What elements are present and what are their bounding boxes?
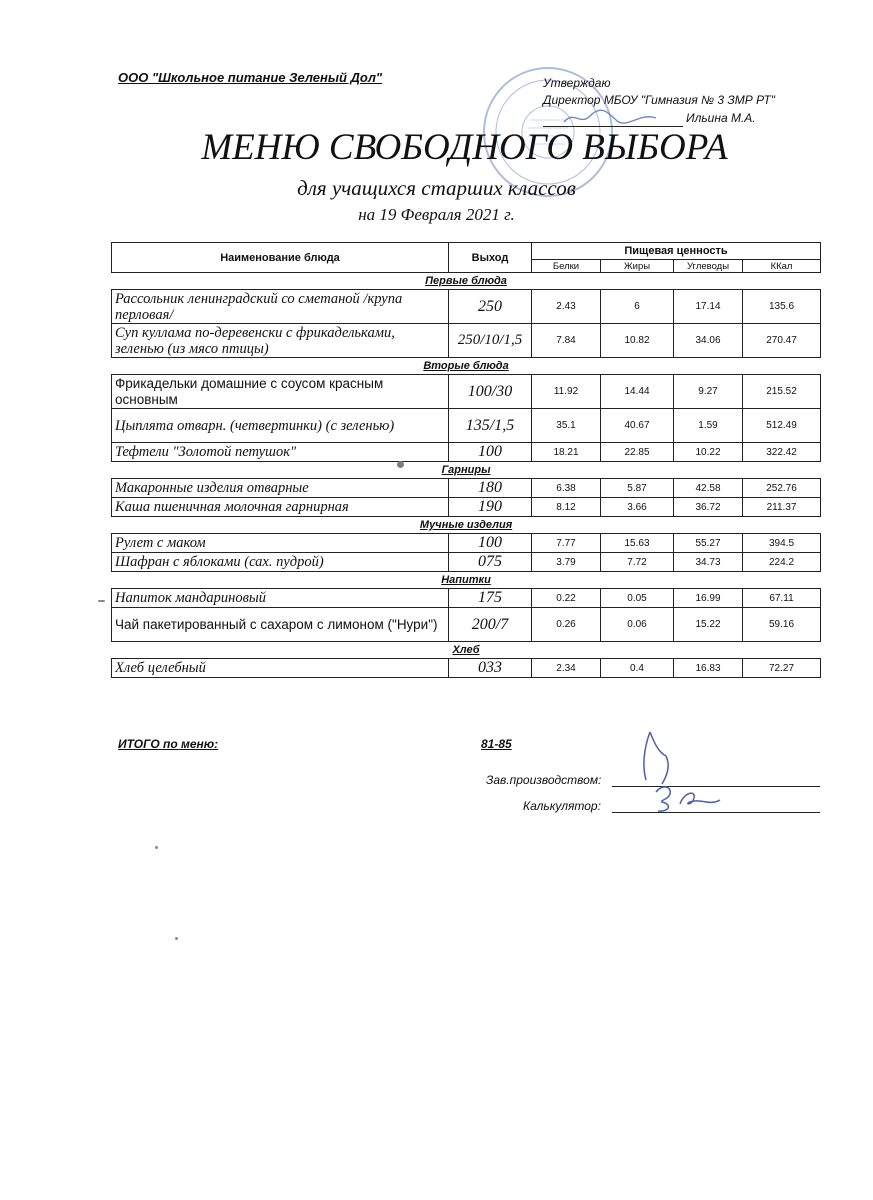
dish-output: 250: [449, 290, 532, 324]
dish-protein: 6.38: [532, 479, 601, 498]
table-row: [112, 375, 821, 409]
header-protein: Белки: [532, 260, 601, 273]
dish-protein: 11.92: [532, 375, 601, 409]
dish-fat: 7.72: [601, 553, 674, 572]
dish-output: 033: [449, 659, 532, 678]
dish-protein: 2.43: [532, 290, 601, 324]
dish-fat: 5.87: [601, 479, 674, 498]
dish-carbs: 16.99: [674, 589, 743, 608]
header-nutrition: Пищевая ценность: [532, 243, 821, 260]
scan-speck: [155, 846, 158, 849]
dish-output: 200/7: [449, 608, 532, 642]
category-heading: Хлеб: [452, 644, 480, 656]
calculator-label: Калькулятор:: [523, 799, 601, 813]
dish-protein: 18.21: [532, 443, 601, 462]
dish-name: Рассольник ленинградский со сметаной /крупа перловая/: [112, 290, 449, 324]
dish-output: 175: [449, 589, 532, 608]
dish-name: Каша пшеничная молочная гарнирная: [112, 498, 449, 517]
dish-name: Чай пакетированный с сахаром с лимоном ("Нури"): [112, 608, 449, 642]
dish-name: Фрикадельки домашние с соусом красным основным: [112, 375, 449, 409]
category-heading: Гарниры: [441, 464, 491, 476]
dish-protein: 0.22: [532, 589, 601, 608]
header-output: Выход: [449, 243, 532, 273]
dish-protein: 0.26: [532, 608, 601, 642]
approver-signature-icon: [560, 106, 670, 128]
dish-carbs: 1.59: [674, 409, 743, 443]
dish-fat: 0.4: [601, 659, 674, 678]
header-fat: Жиры: [601, 260, 674, 273]
table-row: [112, 290, 821, 324]
dish-kcal: 394.5: [743, 534, 821, 553]
dish-kcal: 224.2: [743, 553, 821, 572]
table-row: [112, 659, 821, 678]
dish-carbs: 17.14: [674, 290, 743, 324]
dish-name: Тефтели "Золотой петушок": [112, 443, 449, 462]
menu-title: МЕНЮ СВОБОДНОГО ВЫБОРА: [201, 127, 728, 168]
header-dish-name: Наименование блюда: [112, 243, 449, 273]
header-carbs: Углеводы: [674, 260, 743, 273]
dish-carbs: 55.27: [674, 534, 743, 553]
dish-name: Напиток мандариновый: [112, 589, 449, 608]
table-row: [112, 534, 821, 553]
dish-protein: 7.77: [532, 534, 601, 553]
dish-name: Рулет с маком: [112, 534, 449, 553]
dish-carbs: 15.22: [674, 608, 743, 642]
approve-label: Утверждаю: [543, 76, 611, 90]
dish-carbs: 34.73: [674, 553, 743, 572]
dish-kcal: 270.47: [743, 324, 821, 358]
dish-protein: 35.1: [532, 409, 601, 443]
category-heading: Напитки: [441, 574, 491, 586]
dish-carbs: 42.58: [674, 479, 743, 498]
calculator-signature-icon: [652, 778, 722, 814]
approver-position: Директор МБОУ "Гимназия № 3 ЗМР РТ": [543, 93, 776, 107]
dish-name: Макаронные изделия отварные: [112, 479, 449, 498]
dish-kcal: 59.16: [743, 608, 821, 642]
dish-protein: 8.12: [532, 498, 601, 517]
dish-kcal: 322.42: [743, 443, 821, 462]
dish-kcal: 512.49: [743, 409, 821, 443]
scan-speck: [397, 461, 404, 468]
dish-name: Суп куллама по-деревенски с фрикадельками, зеленью (из мясо птицы): [112, 324, 449, 358]
dish-fat: 15.63: [601, 534, 674, 553]
table-row: [112, 479, 821, 498]
dish-fat: 3.66: [601, 498, 674, 517]
header-kcal: ККал: [743, 260, 821, 273]
menu-date: на 19 Февраля 2021 г.: [358, 205, 515, 224]
dish-output: 250/10/1,5: [449, 324, 532, 358]
total-label: ИТОГО по меню:: [118, 737, 219, 751]
dish-fat: 14.44: [601, 375, 674, 409]
dish-fat: 40.67: [601, 409, 674, 443]
dish-kcal: 252.76: [743, 479, 821, 498]
dish-output: 075: [449, 553, 532, 572]
dish-fat: 0.06: [601, 608, 674, 642]
dish-output: 100: [449, 443, 532, 462]
table-row: [112, 608, 821, 642]
organization-name: ООО "Школьное питание Зеленый Дол": [118, 70, 383, 85]
table-row: [112, 443, 821, 462]
dish-output: 180: [449, 479, 532, 498]
dish-carbs: 10.22: [674, 443, 743, 462]
dish-fat: 10.82: [601, 324, 674, 358]
dish-fat: 22.85: [601, 443, 674, 462]
scan-speck: [98, 600, 105, 602]
dish-name: Шафран с яблоками (сах. пудрой): [112, 553, 449, 572]
total-value: 81-85: [481, 737, 512, 751]
production-manager-label: Зав.производством:: [486, 773, 602, 787]
menu-table: [111, 242, 821, 678]
dish-fat: 0.05: [601, 589, 674, 608]
dish-kcal: 211.37: [743, 498, 821, 517]
category-heading: Мучные изделия: [419, 519, 513, 531]
table-row: [112, 589, 821, 608]
dish-name: Цыплята отварн. (четвертинки) (с зеленью): [112, 409, 449, 443]
dish-protein: 3.79: [532, 553, 601, 572]
category-heading: Первые блюда: [425, 275, 507, 287]
table-row: [112, 498, 821, 517]
dish-kcal: 67.11: [743, 589, 821, 608]
dish-kcal: 72.27: [743, 659, 821, 678]
dish-carbs: 16.83: [674, 659, 743, 678]
dish-kcal: 215.52: [743, 375, 821, 409]
table-row: [112, 409, 821, 443]
menu-subtitle: для учащихся старших классов: [297, 176, 576, 200]
table-row: [112, 324, 821, 358]
dish-output: 100/30: [449, 375, 532, 409]
dish-carbs: 9.27: [674, 375, 743, 409]
dish-output: 190: [449, 498, 532, 517]
dish-fat: 6: [601, 290, 674, 324]
dish-output: 100: [449, 534, 532, 553]
table-row: [112, 553, 821, 572]
approver-name: Ильина М.А.: [686, 111, 756, 125]
dish-carbs: 34.06: [674, 324, 743, 358]
dish-protein: 2.34: [532, 659, 601, 678]
category-heading: Вторые блюда: [423, 360, 509, 372]
dish-carbs: 36.72: [674, 498, 743, 517]
dish-protein: 7.84: [532, 324, 601, 358]
scan-speck: [175, 937, 178, 940]
dish-output: 135/1,5: [449, 409, 532, 443]
dish-name: Хлеб целебный: [112, 659, 449, 678]
dish-kcal: 135.6: [743, 290, 821, 324]
